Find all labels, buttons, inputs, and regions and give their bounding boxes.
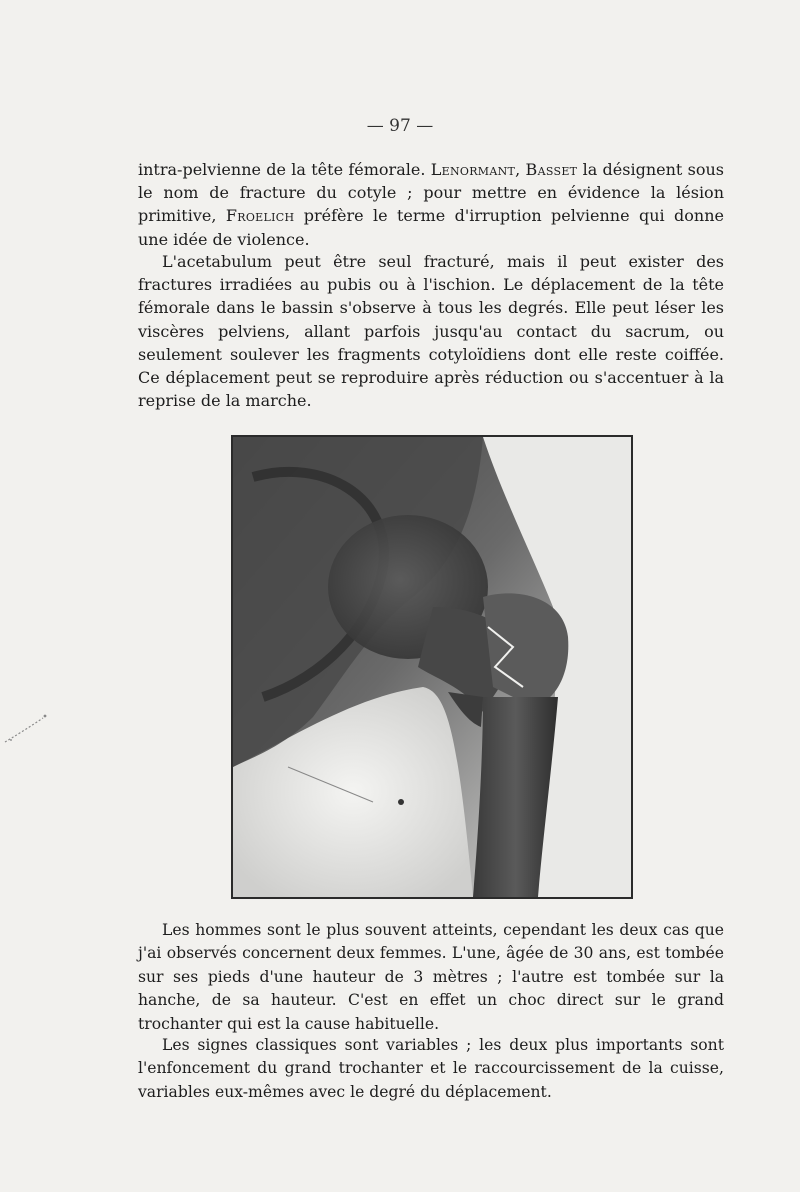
page-number: — 97 — bbox=[366, 116, 434, 136]
paragraph-1-text-d: préfère le terme d'irruption pelvienne qui donne une idée de violence. bbox=[138, 206, 724, 249]
hip-radiograph-icon bbox=[233, 437, 631, 897]
paragraph-1 bbox=[138, 158, 724, 251]
paragraph-2: L'acetabulum peut être seul fracturé, mais il peut exister des fractures irradiées au pubis ou à l'ischion. Le déplacement de la tête fémorale dans le bassin s'observe à tous les degrés. Elle peut léser les viscères pelviens, allant parfois jusqu'au contact du sacrum, ou seulement soulever les fragments cotyloïdiens dont elle reste coiffée. Ce déplacement peut se reproduire après réduction ou s'accentuer à la reprise de la marche. bbox=[138, 252, 724, 411]
paragraph-1-text-c: la désignent sous le nom de fracture du cotyle ; pour mettre en évidence la lésion primitive, bbox=[138, 160, 725, 226]
hip-radiograph-figure bbox=[231, 435, 633, 899]
paragraph-3: Les hommes sont le plus souvent atteints, cependant les deux cas que j'ai observés concernent deux femmes. L'une, âgée de 30 ans, est tombée sur ses pieds d'une hauteur de 3 mètres ; l'autre est tombée sur la hanche, de sa hauteur. C'est en effet un choc direct sur le grand trochanter qui est la cause habituelle. bbox=[138, 921, 724, 1033]
author-name-froelich: Froelich bbox=[225, 206, 295, 226]
paragraph-4: Les signes classiques sont variables ; les deux plus importants sont l'enfoncement du grand trochanter et le raccourcissement de la cuisse, variables eux-mêmes avec le degré du déplacement. bbox=[138, 1036, 724, 1101]
paragraph-1-text-b: , bbox=[515, 160, 526, 179]
paragraph-1-text-a: intra-pelvienne de la tête fémorale. bbox=[138, 160, 431, 179]
author-name-basset: Basset bbox=[525, 160, 578, 179]
author-name-lenormant: Lenormant bbox=[430, 160, 516, 179]
margin-speck-icon bbox=[3, 712, 49, 746]
